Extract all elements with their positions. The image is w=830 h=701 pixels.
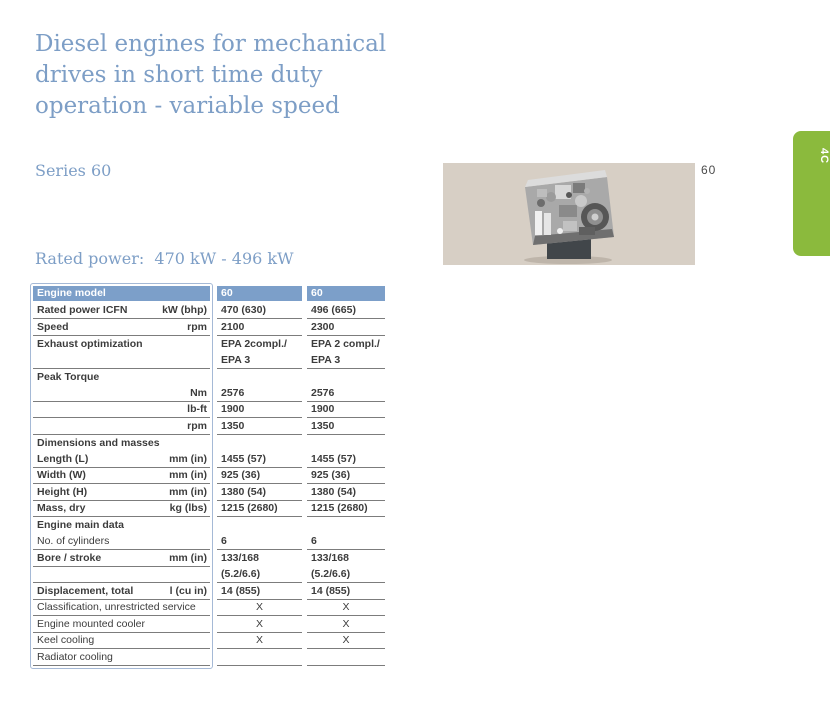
spec-value-cell <box>217 385 302 402</box>
spec-label-row <box>33 336 210 369</box>
spec-row-label: Engine mounted cooler <box>37 617 145 630</box>
spec-row-label: Height (H) <box>37 485 88 498</box>
spec-row-unit: rpm <box>187 320 207 333</box>
spec-row-unit: mm (in) <box>169 551 207 564</box>
spec-row-label: Keel cooling <box>37 634 95 647</box>
spec-row-label: Exhaust optimization <box>37 337 143 350</box>
spec-label-row <box>33 567 210 584</box>
spec-empty-cell <box>217 435 302 452</box>
spec-value-cell <box>307 303 385 320</box>
spec-value: 6 <box>311 535 317 548</box>
spec-value: 1215 (2680) <box>221 502 278 515</box>
spec-row-label: No. of cylinders <box>37 535 110 548</box>
spec-row-unit: mm (in) <box>169 485 207 498</box>
spec-value-cell <box>217 402 302 419</box>
spec-label-row <box>33 550 210 567</box>
spec-table-header-row <box>33 286 210 301</box>
spec-label-row <box>33 484 210 501</box>
spec-value: 1900 <box>311 403 335 416</box>
spec-label-row <box>33 303 210 320</box>
spec-check-cell <box>217 633 302 650</box>
page-title-line: Diesel engines for mechanical <box>35 31 387 58</box>
spec-column-header: 60 <box>217 286 302 301</box>
spec-value-cell <box>307 468 385 485</box>
spec-row-unit: mm (in) <box>169 469 207 482</box>
spec-row-label: Rated power ICFN <box>37 304 128 317</box>
spec-section-label: Dimensions and masses <box>37 436 160 449</box>
spec-value-cell <box>307 336 385 369</box>
spec-value: 1350 <box>221 419 245 432</box>
engine-photo <box>443 163 695 265</box>
spec-value: 2300 <box>311 320 335 333</box>
spec-empty-cell <box>217 517 302 534</box>
spec-label-row <box>33 468 210 485</box>
spec-check-mark: X <box>342 601 350 614</box>
spec-empty-cell <box>307 435 385 452</box>
spec-label-row <box>33 583 210 600</box>
spec-label-row <box>33 600 210 617</box>
spec-empty-cell <box>307 517 385 534</box>
spec-table-engine-column-2 <box>307 286 385 666</box>
spec-column-header: 60 <box>307 286 385 301</box>
spec-value-cell <box>217 418 302 435</box>
spec-row-unit: rpm <box>187 419 207 432</box>
spec-value: 133/168 <box>221 552 259 565</box>
spec-row-label: Mass, dry <box>37 502 86 515</box>
spec-value-cell <box>217 484 302 501</box>
spec-row-unit: kW (bhp) <box>162 304 207 317</box>
spec-row-label: Displacement, total <box>37 584 134 597</box>
spec-value: 1900 <box>221 403 245 416</box>
spec-label-row <box>33 402 210 419</box>
chapter-tab-label: 4C <box>818 147 830 165</box>
spec-row-unit: mm (in) <box>169 452 207 465</box>
spec-value-cell <box>307 567 385 584</box>
spec-check-mark: X <box>255 617 263 630</box>
spec-value-cell <box>307 501 385 518</box>
spec-value: 133/168 <box>311 552 349 565</box>
spec-value-cell <box>307 385 385 402</box>
spec-check-mark: X <box>342 634 350 647</box>
spec-section-label: Engine main data <box>37 519 124 532</box>
spec-value: 2100 <box>221 320 245 333</box>
spec-label-row <box>33 633 210 650</box>
spec-value-cell <box>217 567 302 584</box>
spec-empty-cell <box>307 369 385 386</box>
spec-value: 925 (36) <box>221 469 261 482</box>
spec-row-label: Radiator cooling <box>37 650 113 663</box>
spec-value-cell <box>307 550 385 567</box>
spec-value: 1380 (54) <box>221 485 266 498</box>
spec-value: (5.2/6.6) <box>311 568 351 581</box>
spec-table-engine-column-1 <box>217 286 302 666</box>
spec-value-cell <box>307 319 385 336</box>
spec-value: 1380 (54) <box>311 485 356 498</box>
spec-row-label: Speed <box>37 320 69 333</box>
spec-table-header-label: Engine model <box>37 287 106 300</box>
page-title-line: operation - variable speed <box>35 93 340 120</box>
spec-value: 1455 (57) <box>221 452 266 465</box>
spec-value-cell <box>307 484 385 501</box>
spec-value: 1350 <box>311 419 335 432</box>
spec-value-cell <box>217 336 302 369</box>
spec-value: 14 (855) <box>221 584 261 597</box>
spec-value-cell <box>217 468 302 485</box>
spec-label-row <box>33 319 210 336</box>
spec-value-cell <box>217 534 302 551</box>
spec-value: 2576 <box>221 386 245 399</box>
spec-value: 1455 (57) <box>311 452 356 465</box>
spec-value-cell <box>307 402 385 419</box>
spec-row-label: Bore / stroke <box>37 551 102 564</box>
spec-value-cell <box>217 303 302 320</box>
series-label: Series 60 <box>35 161 112 180</box>
spec-value: 1215 (2680) <box>311 502 368 515</box>
spec-section-row <box>33 369 210 386</box>
spec-check-cell <box>217 616 302 633</box>
page-title-line: drives in short time duty <box>35 62 323 89</box>
spec-label-row <box>33 451 210 468</box>
spec-value: EPA 2compl./ EPA 3 <box>221 337 287 366</box>
spec-row-label: Length (L) <box>37 452 89 465</box>
spec-check-mark: X <box>255 601 263 614</box>
spec-check-cell <box>307 649 385 666</box>
spec-row-unit: Nm <box>190 386 207 399</box>
spec-value: (5.2/6.6) <box>221 568 261 581</box>
page-title <box>35 29 435 122</box>
spec-check-mark: X <box>255 634 263 647</box>
spec-row-unit: kg (lbs) <box>169 502 207 515</box>
spec-value-cell <box>307 583 385 600</box>
spec-label-row <box>33 385 210 402</box>
spec-section-row <box>33 517 210 534</box>
spec-value: 925 (36) <box>311 469 351 482</box>
spec-label-row <box>33 649 210 666</box>
spec-value-cell <box>307 534 385 551</box>
spec-check-cell <box>307 616 385 633</box>
spec-label-row <box>33 418 210 435</box>
spec-check-cell <box>217 600 302 617</box>
spec-row-label: Classification, unrestricted service <box>37 601 196 614</box>
photo-caption: 60 <box>701 163 717 177</box>
spec-value-cell <box>217 583 302 600</box>
spec-value: 6 <box>221 535 227 548</box>
spec-check-cell <box>217 649 302 666</box>
spec-value: 14 (855) <box>311 584 351 597</box>
chapter-tab <box>793 131 830 256</box>
spec-label-row <box>33 534 210 551</box>
spec-value-cell <box>217 501 302 518</box>
rated-power-line: Rated power: 470 kW - 496 kW <box>35 249 294 268</box>
spec-check-cell <box>307 600 385 617</box>
spec-row-unit: lb-ft <box>187 403 207 416</box>
spec-value: 2576 <box>311 386 335 399</box>
spec-value-cell <box>217 319 302 336</box>
spec-value-cell <box>307 451 385 468</box>
spec-value: 470 (630) <box>221 304 266 317</box>
spec-label-row <box>33 501 210 518</box>
spec-empty-cell <box>217 369 302 386</box>
spec-row-label: Width (W) <box>37 469 86 482</box>
spec-value-cell <box>217 550 302 567</box>
spec-section-row <box>33 435 210 452</box>
spec-row-unit: l (cu in) <box>169 584 207 597</box>
spec-value-cell <box>307 418 385 435</box>
spec-check-mark: X <box>342 617 350 630</box>
spec-value-cell <box>217 451 302 468</box>
engine-illustration <box>511 165 626 265</box>
spec-check-cell <box>307 633 385 650</box>
spec-value: 496 (665) <box>311 304 356 317</box>
spec-value: EPA 2 compl./ EPA 3 <box>311 337 380 366</box>
spec-table-label-column <box>30 283 213 669</box>
spec-section-label: Peak Torque <box>37 370 100 383</box>
spec-label-row <box>33 616 210 633</box>
